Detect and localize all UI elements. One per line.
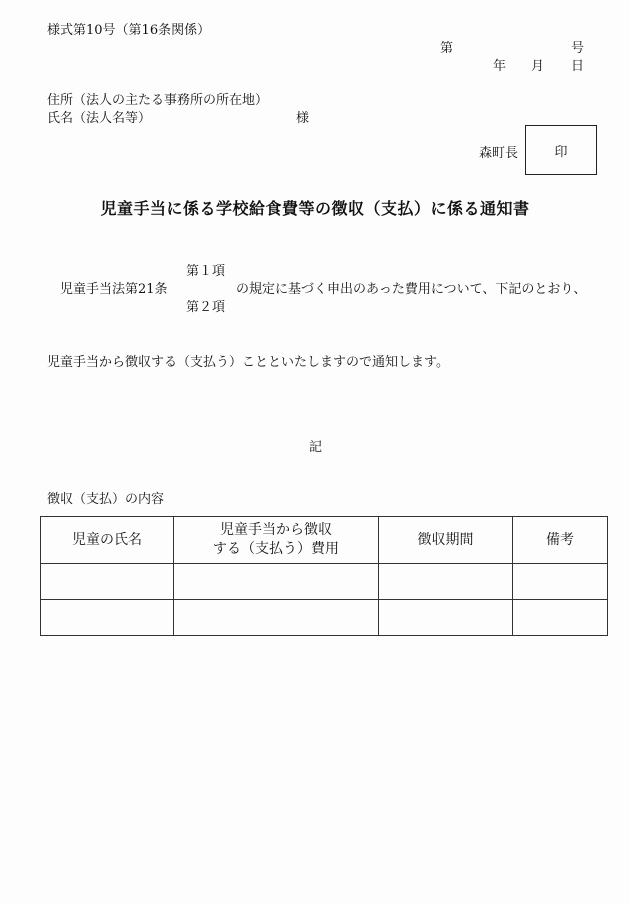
header-cost-line-2: する（支払う）費用 [213, 541, 339, 557]
content-table [40, 516, 608, 636]
date-day: 日 [571, 59, 585, 74]
body-line-1: の規定に基づく申出のあった費用について、下記のとおり、 [236, 282, 587, 297]
form-id: 様式第10号（第16条関係） [47, 23, 211, 38]
law-reference: 児童手当法第21条 [60, 282, 168, 297]
ki-heading: 記 [309, 440, 323, 455]
table-row [41, 564, 608, 600]
header-period: 徴収期間 [379, 517, 513, 564]
header-cost-line-1: 児童手当から徴収 [220, 522, 332, 539]
table-cell[interactable] [41, 600, 174, 636]
date-month: 月 [531, 59, 545, 74]
document-title: 児童手当に係る学校給食費等の徴収（支払）に係る通知書 [100, 199, 530, 218]
doc-number-dai: 第 [440, 41, 454, 56]
clause-1: 第１項 [186, 264, 226, 279]
name-label: 氏名（法人名等） [47, 111, 152, 126]
sender-title: 森町長 [479, 146, 519, 161]
table-cell[interactable] [174, 564, 379, 600]
table-caption: 徴収（支払）の内容 [47, 492, 165, 507]
honorific: 様 [296, 111, 310, 126]
clause-2: 第２項 [186, 300, 226, 315]
table-row [41, 600, 608, 636]
table-header-row [41, 517, 608, 564]
table-cell[interactable] [513, 564, 608, 600]
table-cell[interactable] [379, 600, 513, 636]
body-line-2: 児童手当から徴収する（支払う）ことといたしますので通知します。 [47, 355, 449, 370]
address-label: 住所（法人の主たる事務所の所在地） [47, 93, 269, 108]
doc-number-go: 号 [571, 41, 585, 56]
table-cell[interactable] [41, 564, 174, 600]
seal-label: 印 [554, 144, 568, 160]
date-year: 年 [493, 59, 507, 74]
header-remarks: 備考 [513, 517, 608, 564]
table-cell[interactable] [379, 564, 513, 600]
seal-box [525, 125, 597, 175]
header-child-name: 児童の氏名 [41, 517, 174, 564]
table-cell[interactable] [174, 600, 379, 636]
table-cell[interactable] [513, 600, 608, 636]
header-cost [174, 517, 379, 564]
